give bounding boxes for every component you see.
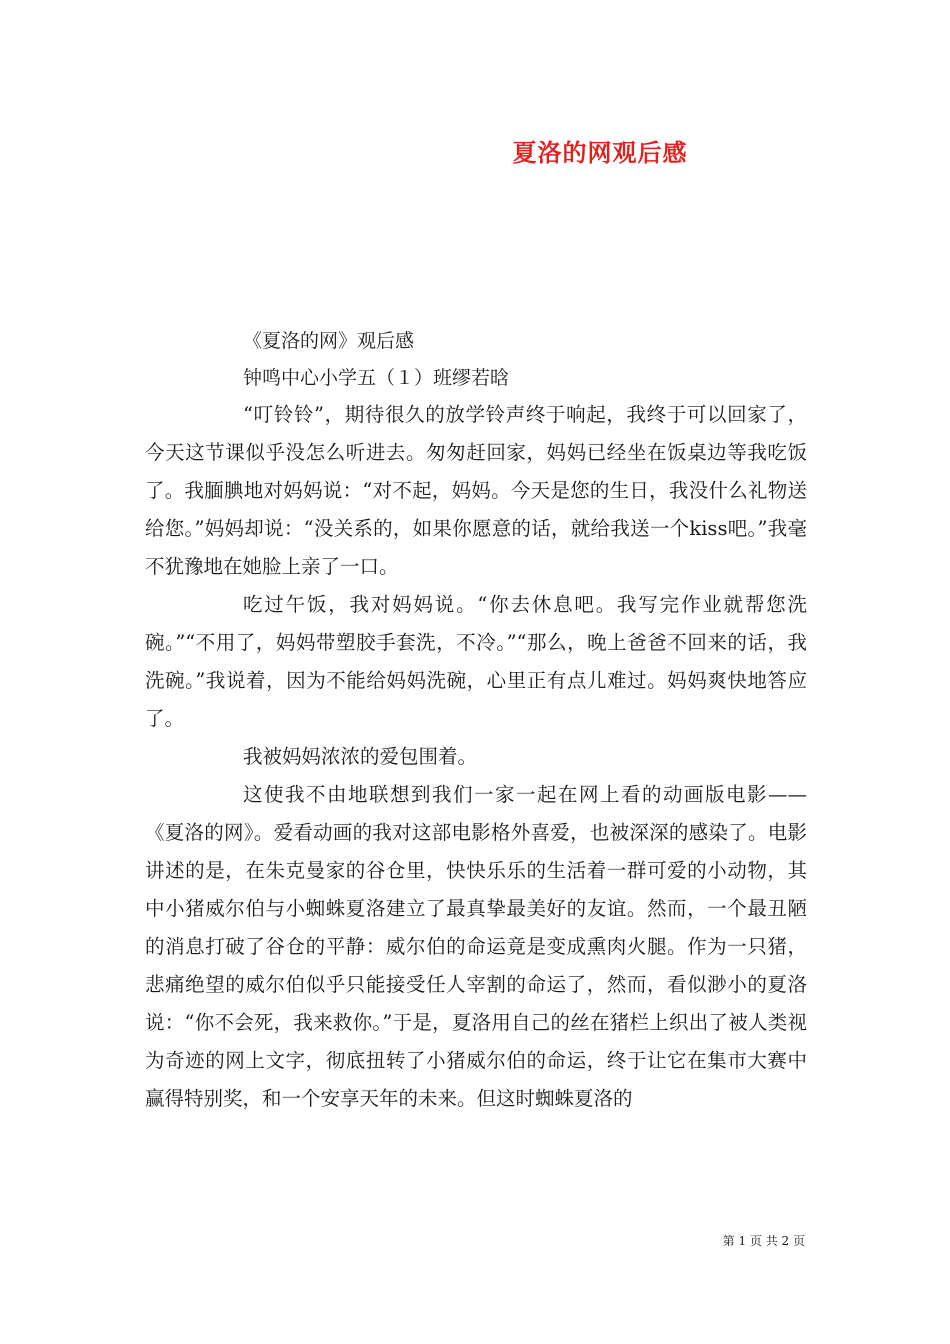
paragraph: “叮铃铃”，期待很久的放学铃声终于响起，我终于可以回家了，今天这节课似乎没怎么听进去。匆匆赶回家，妈妈已经坐在饭桌边等我吃饭了。我腼腆地对妈妈说：“对不起，妈妈。今天是您的生日，我没什么礼物送给您。”妈妈却说：“没关系的，如果你愿意的话，就给我送一个kiss吧。”我毫不犹豫地在她脸上亲了一口。 [145,403,807,578]
paragraph: 吃过午饭，我对妈妈说。“你去休息吧。我写完作业就帮您洗碗。”“不用了，妈妈带塑胶手套洗，不冷。”“那么，晚上爸爸不回来的话，我洗碗。”我说着，因为不能给妈妈洗碗，心里正有点儿难过。妈妈爽快地答应了。 [145,593,807,730]
paragraph: 我被妈妈浓浓的爱包围着。 [243,745,478,768]
page-number: 第 1 页 共 2 页 [722,1234,805,1248]
article-body [145,396,807,1118]
paragraph: 这使我不由地联想到我们一家一起在网上看的动画版电影——《夏洛的网》。爱看动画的我对这部电影格外喜爱，也被深深的感染了。电影讲述的是，在朱克曼家的谷仓里，快快乐乐的生活着一群可爱的小动物，其中小猪威尔伯与小蜘蛛夏洛建立了最真挚最美好的友谊。然而，一个最丑陋的消息打破了谷仓的平静：威尔伯的命运竟是变成熏肉火腿。作为一只猪，悲痛绝望的威尔伯似乎只能接受任人宰割的命运了，然而，看似渺小的夏洛说：“你不会死，我来救你。”于是，夏洛用自己的丝在猪栏上织出了被人类视为奇迹的网上文字，彻底扭转了小猪威尔伯的命运，终于让它在集市大赛中赢得特别奖，和一个安享天年的未来。但这时蜘蛛夏洛的 [145,783,807,1110]
author-line: 钟鸣中心小学五（１）班缪若晗 [243,367,510,389]
document-title: 夏洛的网观后感 [512,139,688,167]
article-title: 《夏洛的网》观后感 [243,330,415,352]
